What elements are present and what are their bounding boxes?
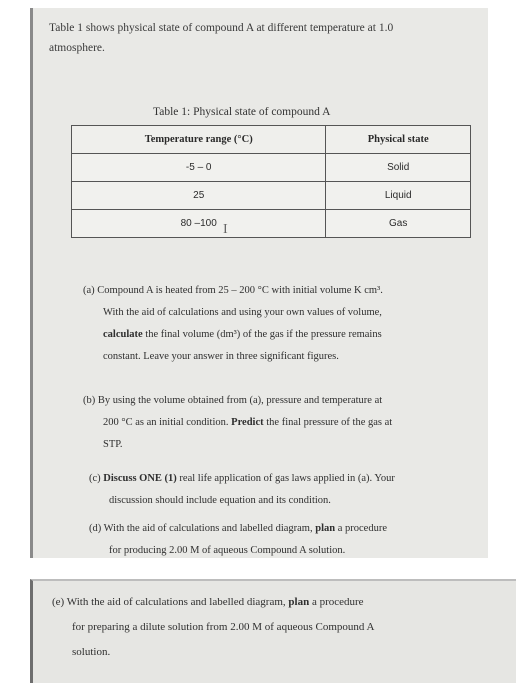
question-c-line-1 (89, 468, 479, 490)
cell-temperature: 25 (72, 182, 326, 210)
question-b-line-3: STP. (103, 439, 123, 450)
question-e-line-3: solution. (72, 646, 111, 658)
question-d-line-1 (89, 518, 489, 540)
cell-temperature: -5 – 0 (72, 154, 326, 182)
worksheet-page-top (30, 8, 488, 558)
keyword-calculate: calculate (103, 329, 143, 340)
question-c (89, 468, 479, 512)
physical-state-table (71, 125, 471, 238)
cell-state: Gas (326, 210, 471, 238)
header-temperature: Temperature range (°C) (72, 126, 326, 154)
question-d-line-1-rest: a procedure (335, 523, 387, 534)
question-a-line-3-rest: the final volume (dm³) of the gas if the pressure remains (142, 329, 382, 340)
keyword-plan: plan (288, 596, 310, 608)
question-b-line-2-pre: 200 °C as an initial condition. (103, 417, 232, 428)
intro-line-2: atmosphere. (49, 42, 105, 54)
question-a (83, 280, 473, 368)
keyword-predict: Predict (231, 417, 264, 428)
text-cursor-icon: I (223, 222, 228, 237)
question-b-line-1: (b) By using the volume obtained from (a), pressure and temperature at (83, 395, 383, 406)
question-e-line-2: for preparing a dilute solution from 2.00 M of aqueous Compound A (72, 621, 375, 633)
question-e-line-1 (52, 590, 472, 615)
question-e-line-1-rest: a procedure (309, 596, 364, 608)
question-d-line-2: for producing 2.00 M of aqueous Compound A solution. (109, 545, 346, 556)
cell-state: Liquid (326, 182, 471, 210)
cell-state: Solid (326, 154, 471, 182)
question-c-line-1-rest: real life application of gas laws applied in (a). Your (176, 473, 395, 484)
question-c-line-1-pre: (c) (89, 473, 104, 484)
intro-text (49, 18, 489, 58)
question-d-line-1-pre: (d) With the aid of calculations and labelled diagram, (89, 523, 316, 534)
question-e-line-1-pre: (e) With the aid of calculations and labelled diagram, (52, 596, 289, 608)
table-caption: Table 1: Physical state of compound A (153, 106, 331, 118)
question-b (83, 390, 473, 456)
table-header-row (72, 126, 471, 154)
table-row (72, 154, 471, 182)
question-b-line-2 (83, 412, 473, 434)
question-a-line-1: (a) Compound A is heated from 25 – 200 °C with initial volume K cm³. (83, 285, 383, 296)
table-row (72, 182, 471, 210)
keyword-plan: plan (315, 523, 336, 534)
header-physical-state: Physical state (326, 126, 471, 154)
question-e (52, 590, 472, 665)
table-row (72, 210, 471, 238)
question-a-line-3 (83, 324, 473, 346)
question-a-line-2: With the aid of calculations and using your own values of volume, (103, 307, 382, 318)
question-a-line-4: constant. Leave your answer in three significant figures. (103, 351, 339, 362)
question-d (89, 518, 489, 562)
intro-line-1: Table 1 shows physical state of compound A at different temperature at 1.0 (49, 22, 394, 34)
question-c-line-2: discussion should include equation and its condition. (109, 495, 331, 506)
cell-temperature: 80 –100 (72, 210, 326, 238)
question-b-line-2-rest: the final pressure of the gas at (263, 417, 393, 428)
keyword-discuss: Discuss ONE (1) (103, 473, 177, 484)
